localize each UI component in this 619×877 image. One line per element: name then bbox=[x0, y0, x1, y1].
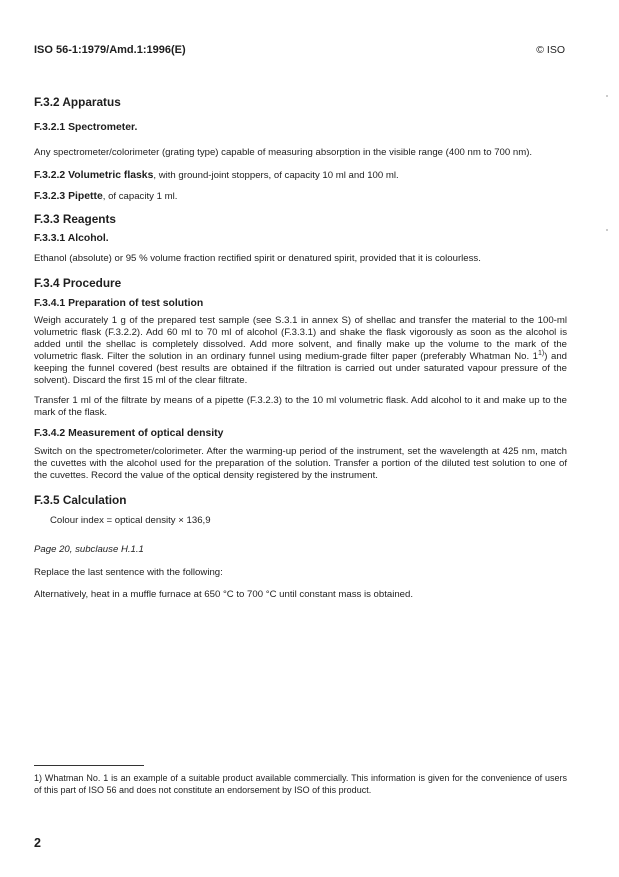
paragraph-flasks bbox=[34, 170, 567, 181]
section-heading-apparatus: F.3.2 Apparatus bbox=[34, 95, 121, 109]
header-standard-id: ISO 56-1:1979/Amd.1:1996(E) bbox=[34, 44, 186, 56]
paragraph-preparation bbox=[34, 315, 567, 387]
paragraph-spectrometer: Any spectrometer/colorimeter (grating type) capable of measuring absorption in the visible range (400 nm to 700 nm). bbox=[34, 147, 533, 158]
footnote-marker: 1) bbox=[538, 349, 545, 357]
text-flasks: , with ground-joint stoppers, of capacity 10 ml and 100 ml. bbox=[153, 170, 399, 181]
page-number: 2 bbox=[34, 836, 41, 850]
document-body bbox=[34, 95, 567, 600]
scan-speck bbox=[606, 229, 608, 231]
footnote: 1) Whatman No. 1 is an example of a suitable product available commercially. This information is given for the convenience of users of this part of ISO 56 and does not constitute an endorsement by ISO of this product. bbox=[34, 773, 567, 795]
label-flasks: F.3.2.2 Volumetric flasks bbox=[34, 170, 154, 181]
subsection-heading-spectrometer: F.3.2.1 Spectrometer. bbox=[34, 122, 138, 133]
amendment-instruction: Replace the last sentence with the following: bbox=[34, 567, 223, 578]
label-pipette: F.3.2.3 Pipette bbox=[34, 191, 103, 202]
text-preparation-part-b: ) and keeping the funnel covered (best results are obtained if the filtration is carried out under saturated vapour pressure of the solvent). Discard the first 15 ml of the clear filtrate. bbox=[34, 351, 567, 386]
amendment-reference: Page 20, subclause H.1.1 bbox=[34, 544, 144, 555]
subsection-heading-preparation: F.3.4.1 Preparation of test solution bbox=[34, 298, 204, 309]
section-heading-procedure: F.3.4 Procedure bbox=[34, 276, 122, 290]
paragraph-alcohol: Ethanol (absolute) or 95 % volume fraction rectified spirit or denatured spirit, provided that it is colourless. bbox=[34, 253, 481, 264]
header-copyright: © ISO bbox=[536, 44, 565, 56]
subsection-heading-optical-density: F.3.4.2 Measurement of optical density bbox=[34, 428, 224, 439]
subsection-heading-alcohol: F.3.3.1 Alcohol. bbox=[34, 233, 109, 244]
section-heading-calculation: F.3.5 Calculation bbox=[34, 493, 127, 507]
formula-colour-index: Colour index = optical density × 136,9 bbox=[50, 515, 211, 526]
text-pipette: , of capacity 1 ml. bbox=[102, 191, 178, 202]
amendment-text: Alternatively, heat in a muffle furnace at 650 °C to 700 °C until constant mass is obtained. bbox=[34, 589, 414, 600]
scan-speck bbox=[606, 95, 608, 97]
paragraph-transfer: Transfer 1 ml of the filtrate by means of a pipette (F.3.2.3) to the 10 ml volumetric flask. Add alcohol to it and make up to the mark of the flask. bbox=[34, 395, 567, 418]
section-heading-reagents: F.3.3 Reagents bbox=[34, 212, 116, 226]
paragraph-pipette bbox=[34, 191, 567, 202]
text-preparation-part-a: Weigh accurately 1 g of the prepared test sample (see S.3.1 in annex S) of shellac and transfer the material to the 100-ml volumetric flask (F.3.2.2). Add 60 ml to 70 ml of alcohol (F.3.3.1) and shake the flask vigorously as soon as the alcohol is added until the shellac is completely dissolved. Add more solvent, and finally make up the volume to the mark of the volumetric flask. Filter the solution in an ordinary funnel using medium-grade filter paper (preferably Whatman No. 1 bbox=[34, 315, 567, 362]
footnote-divider bbox=[34, 765, 144, 766]
paragraph-optical-density: Switch on the spectrometer/colorimeter. After the warming-up period of the instrument, set the wavelength at 425 nm, match the cuvettes with the alcohol used for the preparation of the solution. Transfer a portion of the diluted test solution to one of the cuvettes. Record the value of the optical density registered by the instrument. bbox=[34, 446, 567, 481]
